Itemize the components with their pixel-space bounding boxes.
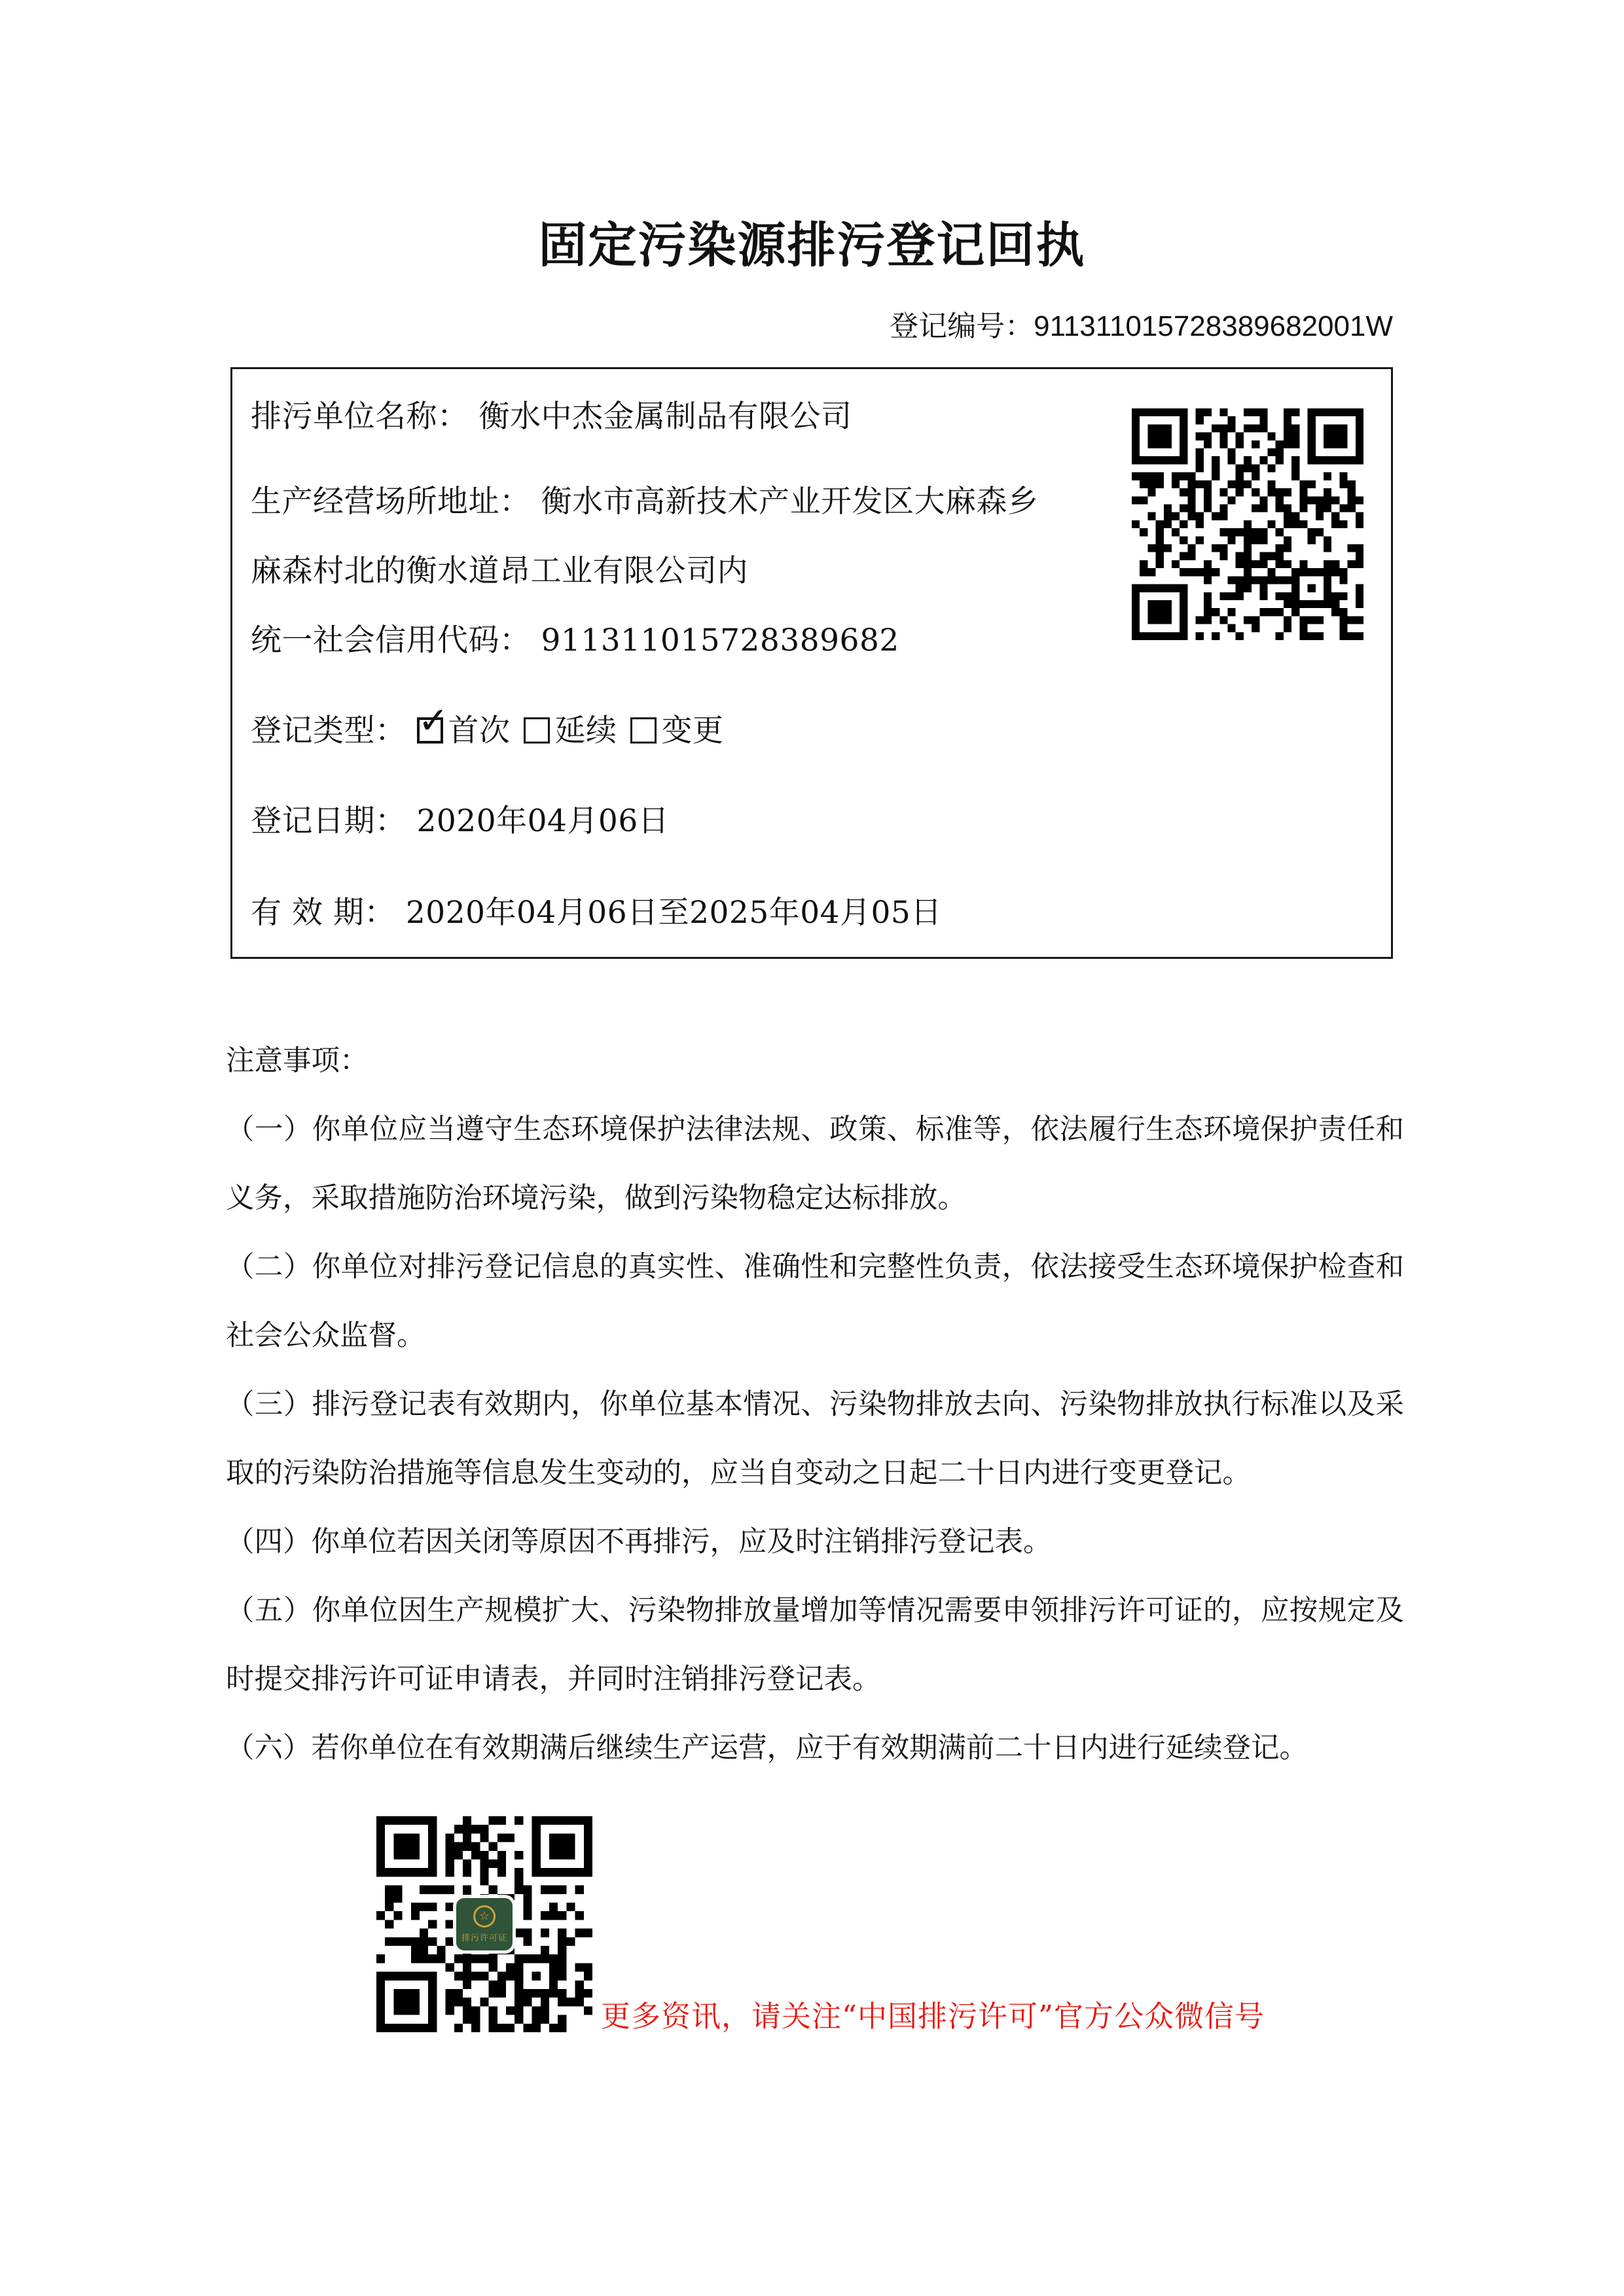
field-label: 排污单位名称： — [251, 399, 469, 435]
field-value: 衡水市高新技术产业开发区大麻森乡麻森村北的衡水道昂工业有限公司内 — [251, 484, 1039, 589]
wechat-qr-code — [376, 1816, 592, 2032]
reg-type-option — [630, 713, 724, 749]
check-icon: ✓ — [418, 700, 449, 742]
field-value: 911311015728389682 — [541, 622, 899, 658]
field-value: 2020年04月06日 — [416, 803, 670, 839]
field-valid-period — [251, 878, 1365, 948]
note-item: （五）你单位因生产规模扩大、污染物排放量增加等情况需要申领排污许可证的，应按规定及时提交排污许可证申请表，并同时注销排污登记表。 — [226, 1594, 1404, 1696]
reg-type-option — [417, 700, 511, 749]
field-value: 2020年04月06日至2025年04月05日 — [405, 895, 942, 931]
checkbox-label: 首次 — [448, 713, 511, 749]
info-box — [230, 367, 1393, 959]
checkbox-label: 延续 — [554, 713, 617, 749]
qr-logo-text: 排污许可证 — [461, 1933, 507, 1943]
reg-type-option — [524, 713, 617, 749]
registration-number-label: 登记编号： — [890, 310, 1034, 342]
field-label: 登记日期： — [251, 803, 406, 839]
checkbox-empty — [630, 717, 657, 744]
notes-heading: 注意事项： — [226, 1045, 369, 1077]
checkbox-checked — [417, 700, 449, 744]
field-label: 登记类型： — [251, 713, 406, 749]
note-item: （四）你单位若因关闭等原因不再排污，应及时注销排污登记表。 — [226, 1526, 1052, 1558]
reg-type-options — [406, 700, 724, 749]
notes-section — [226, 1027, 1404, 1783]
page-title: 固定污染源排污登记回执 — [538, 217, 1086, 274]
field-registration-date — [251, 787, 1365, 856]
field-registration-type — [251, 696, 1365, 766]
qr-center-logo — [456, 1898, 513, 1950]
field-label: 统一社会信用代码： — [251, 622, 531, 658]
registration-number — [890, 302, 1393, 344]
field-label: 生产经营场所地址： — [251, 484, 531, 520]
qr-logo-emblem-icon: ☆ — [473, 1905, 496, 1928]
field-value: 衡水中杰金属制品有限公司 — [478, 399, 852, 435]
checkbox-empty — [524, 717, 550, 744]
note-item: （二）你单位对排污登记信息的真实性、准确性和完整性负责，依法接受生态环境保护检查和社会公众监督。 — [226, 1251, 1404, 1352]
registration-number-value: 911311015728389682001W — [1034, 310, 1393, 342]
field-label: 有 效 期： — [251, 895, 395, 931]
registration-qr-code — [1132, 408, 1363, 640]
note-item: （六）若你单位在有效期满后继续生产运营，应于有效期满前二十日内进行延续登记。 — [226, 1732, 1308, 1765]
registration-qr-code-image — [1132, 408, 1363, 640]
promo-text: 更多资讯，请关注“中国排污许可”官方公众微信号 — [601, 1999, 1265, 2034]
field-address — [251, 467, 1066, 606]
checkbox-label: 变更 — [661, 713, 724, 749]
note-item: （一）你单位应当遵守生态环境保护法律法规、政策、标准等，依法履行生态环境保护责任和义务，采取措施防治环境污染，做到污染物稳定达标排放。 — [226, 1113, 1404, 1215]
note-item: （三）排污登记表有效期内，你单位基本情况、污染物排放去向、污染物排放执行标准以及采取的污染防治措施等信息发生变动的，应当自变动之日起二十日内进行变更登记。 — [226, 1388, 1404, 1490]
